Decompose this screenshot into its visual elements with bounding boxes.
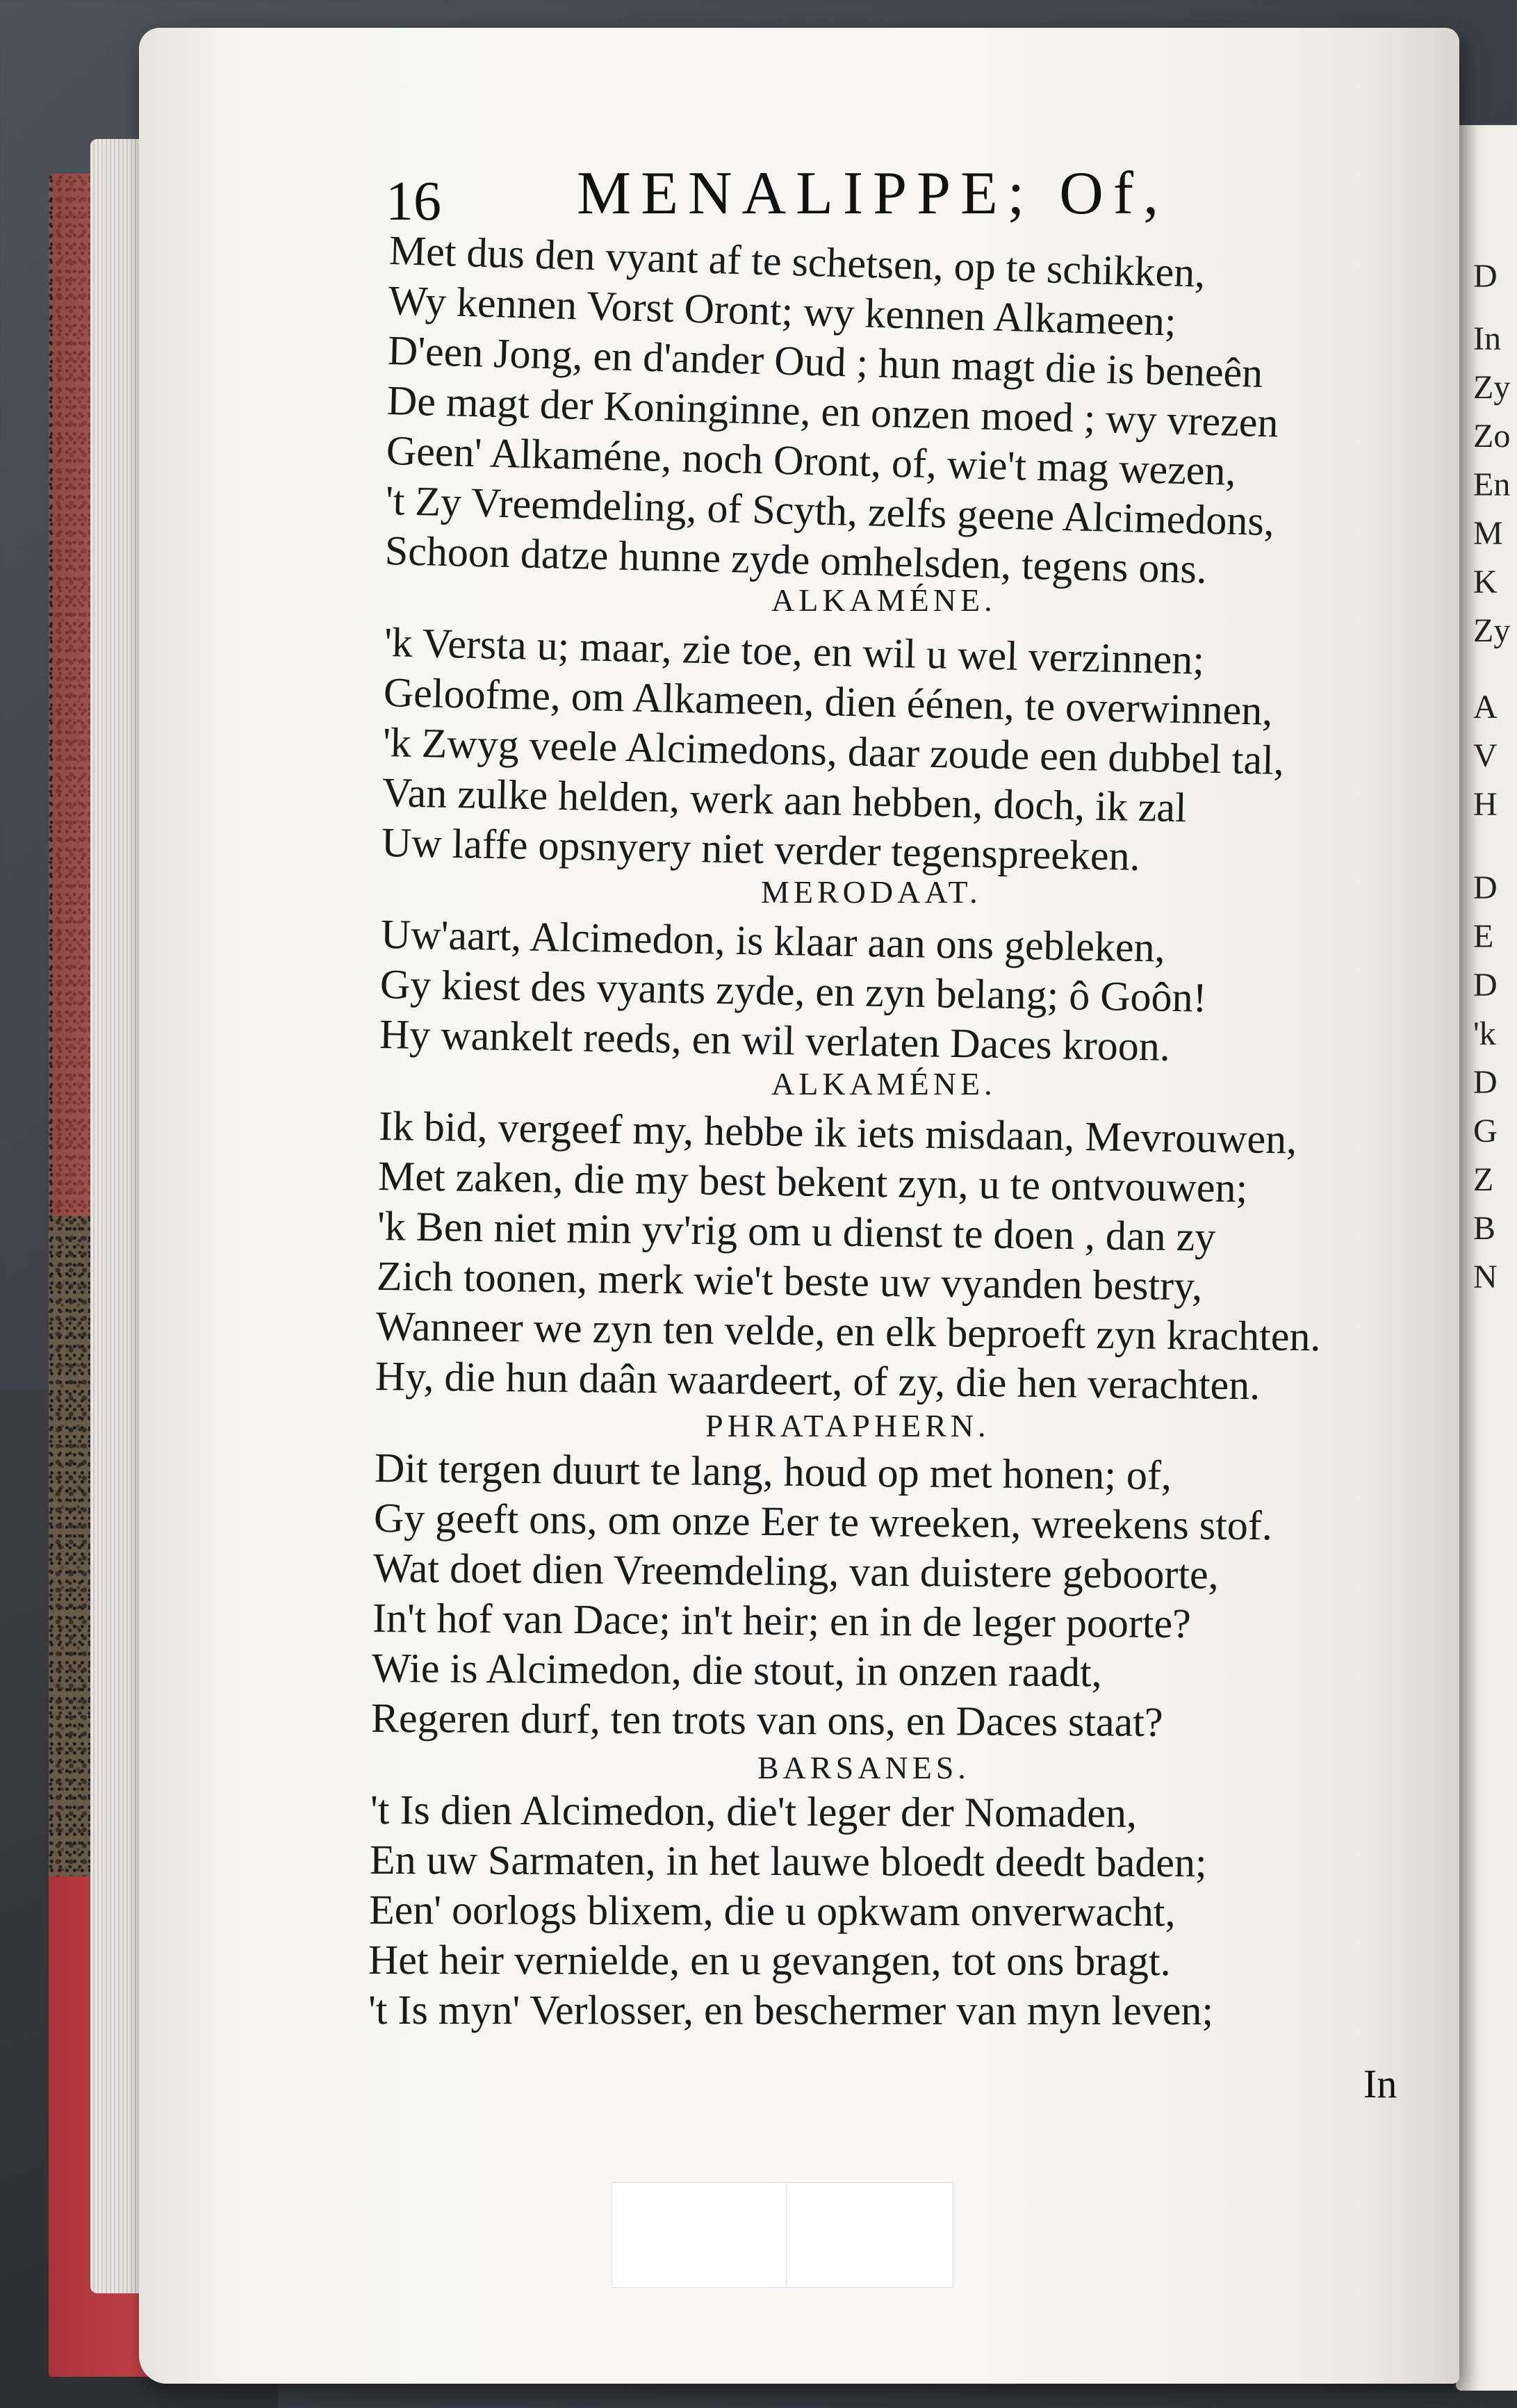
speaker-label: ALKAMÉNE.	[771, 1066, 997, 1101]
verse-line: 't Is dien Alcimedon, die't leger der Nomaden,	[370, 1787, 1138, 1836]
verse-line: Ik bid, vergeef my, hebbe ik iets misdaan, Mevrouwen,	[378, 1103, 1297, 1163]
verse-line: Wie is Alcimedon, die stout, in onzen raadt,	[371, 1645, 1102, 1696]
verse-line: Met dus den vyant af te schetsen, op te schikken,	[388, 227, 1206, 296]
verse-line: Schoon datze hunne zyde omhelsden, tegens ons.	[384, 527, 1208, 592]
facing-page-fragment: A	[1473, 689, 1498, 726]
facing-page-fragment: N	[1473, 1259, 1498, 1295]
verse-line: Wanneer we zyn ten velde, en elk beproeft zyn krachten.	[375, 1303, 1321, 1360]
facing-page-fragment: K	[1473, 564, 1498, 600]
verse-line: Wy kennen Vorst Oront; wy kennen Alkameen;	[388, 277, 1177, 345]
verse-line: Gy kiest des vyants zyde, en zyn belang; ô Goôn!	[379, 961, 1208, 1021]
facing-page-fragment: V	[1473, 737, 1498, 774]
verse-line: 'k Ben niet min yv'rig om u dienst te doen , dan zy	[377, 1203, 1216, 1260]
facing-page-fragment: D	[1473, 1064, 1498, 1101]
facing-page-fragment: D	[1473, 258, 1498, 295]
verse-line: Zich toonen, merk wie't beste uw vyanden bestry,	[376, 1253, 1203, 1309]
verse-line: In't hof van Dace; in't heir; en in de leger poorte?	[372, 1595, 1192, 1647]
verse-line: 'k Zwyg veele Alcimedons, daar zoude een dubbel tal,	[382, 719, 1285, 784]
speaker-label: MERODAAT.	[761, 874, 982, 910]
verse-line: En uw Sarmaten, in het lauwe bloedt deedt baden;	[369, 1837, 1207, 1886]
facing-page-fragment: H	[1473, 786, 1498, 823]
verse-line: Van zulke helden, werk aan hebben, doch, ik zal	[382, 769, 1188, 831]
paper-tab	[612, 2182, 953, 2288]
facing-page-fragment: Zo	[1473, 418, 1511, 454]
speaker-label: BARSANES.	[757, 1750, 970, 1785]
facing-page-fragment: M	[1473, 515, 1503, 552]
facing-page-fragment: B	[1473, 1210, 1496, 1247]
speaker-label: ALKAMÉNE.	[771, 582, 997, 618]
verse-line: Gy geeft ons, om onze Eer te wreeken, wreekens stof.	[373, 1495, 1273, 1549]
running-title: MENALIPPE; Of,	[577, 160, 1169, 227]
verse-line: D'een Jong, en d'ander Oud ; hun magt die is beneên	[387, 327, 1264, 396]
verse-line: Een' oorlogs blixem, die u opkwam onverwacht,	[368, 1887, 1176, 1935]
facing-page-fragment: D	[1473, 967, 1498, 1004]
facing-page-fragment: In	[1473, 320, 1501, 357]
verse-line: Met zaken, die my best bekent zyn, u te ontvouwen;	[377, 1153, 1248, 1211]
facing-page-fragment: G	[1473, 1113, 1498, 1149]
page-number: 16	[386, 171, 441, 232]
verse-line: Hy wankelt reeds, en wil verlaten Daces kroon.	[379, 1011, 1171, 1070]
facing-page-fragment: 'k	[1473, 1015, 1496, 1052]
facing-page-fragment: Zy	[1473, 612, 1511, 649]
facing-page-fragment: D	[1473, 869, 1498, 906]
verse-line: Hy, die hun daân waardeert, of zy, die hen verachten.	[375, 1353, 1261, 1409]
facing-page-fragment: Z	[1473, 1161, 1494, 1198]
facing-page-fragment: Zy	[1473, 369, 1511, 406]
catchword: In	[1363, 2061, 1397, 2106]
verse-line: 't Is myn' Verlosser, en beschermer van myn leven;	[368, 1987, 1214, 2034]
speaker-label: PHRATAPHERN.	[705, 1408, 990, 1443]
verse-line: 'k Versta u; maar, zie toe, en wil u wel verzinnen;	[384, 619, 1205, 683]
verse-line: Geen' Alkaméne, noch Oront, of, wie't mag wezen,	[386, 427, 1237, 494]
verse-line: Dit tergen duurt te lang, houd op met honen; of,	[374, 1445, 1172, 1499]
verse-line: Geloofme, om Alkameen, dien éénen, te overwinnen,	[383, 669, 1273, 734]
verse-line: Regeren durf, ten trots van ons, en Daces staat?	[370, 1695, 1163, 1745]
verse-line: Wat doet dien Vreemdeling, van duistere geboorte,	[372, 1545, 1219, 1598]
facing-page-fragment: En	[1473, 466, 1511, 503]
verse-line: 't Zy Vreemdeling, of Scyth, zelfs geene Alcimedons,	[385, 477, 1275, 545]
verse-line: Uw laffe opsnyery niet verder tegenspreeken.	[381, 819, 1141, 880]
facing-page-fragment: E	[1473, 918, 1494, 955]
verse-line: Uw'aart, Alcimedon, is klaar aan ons gebleken,	[380, 911, 1166, 971]
verse-line: De magt der Koninginne, en onzen moed ; wy vrezen	[386, 377, 1279, 446]
verse-line: Het heir vernielde, en u gevangen, tot ons bragt.	[368, 1937, 1171, 1985]
